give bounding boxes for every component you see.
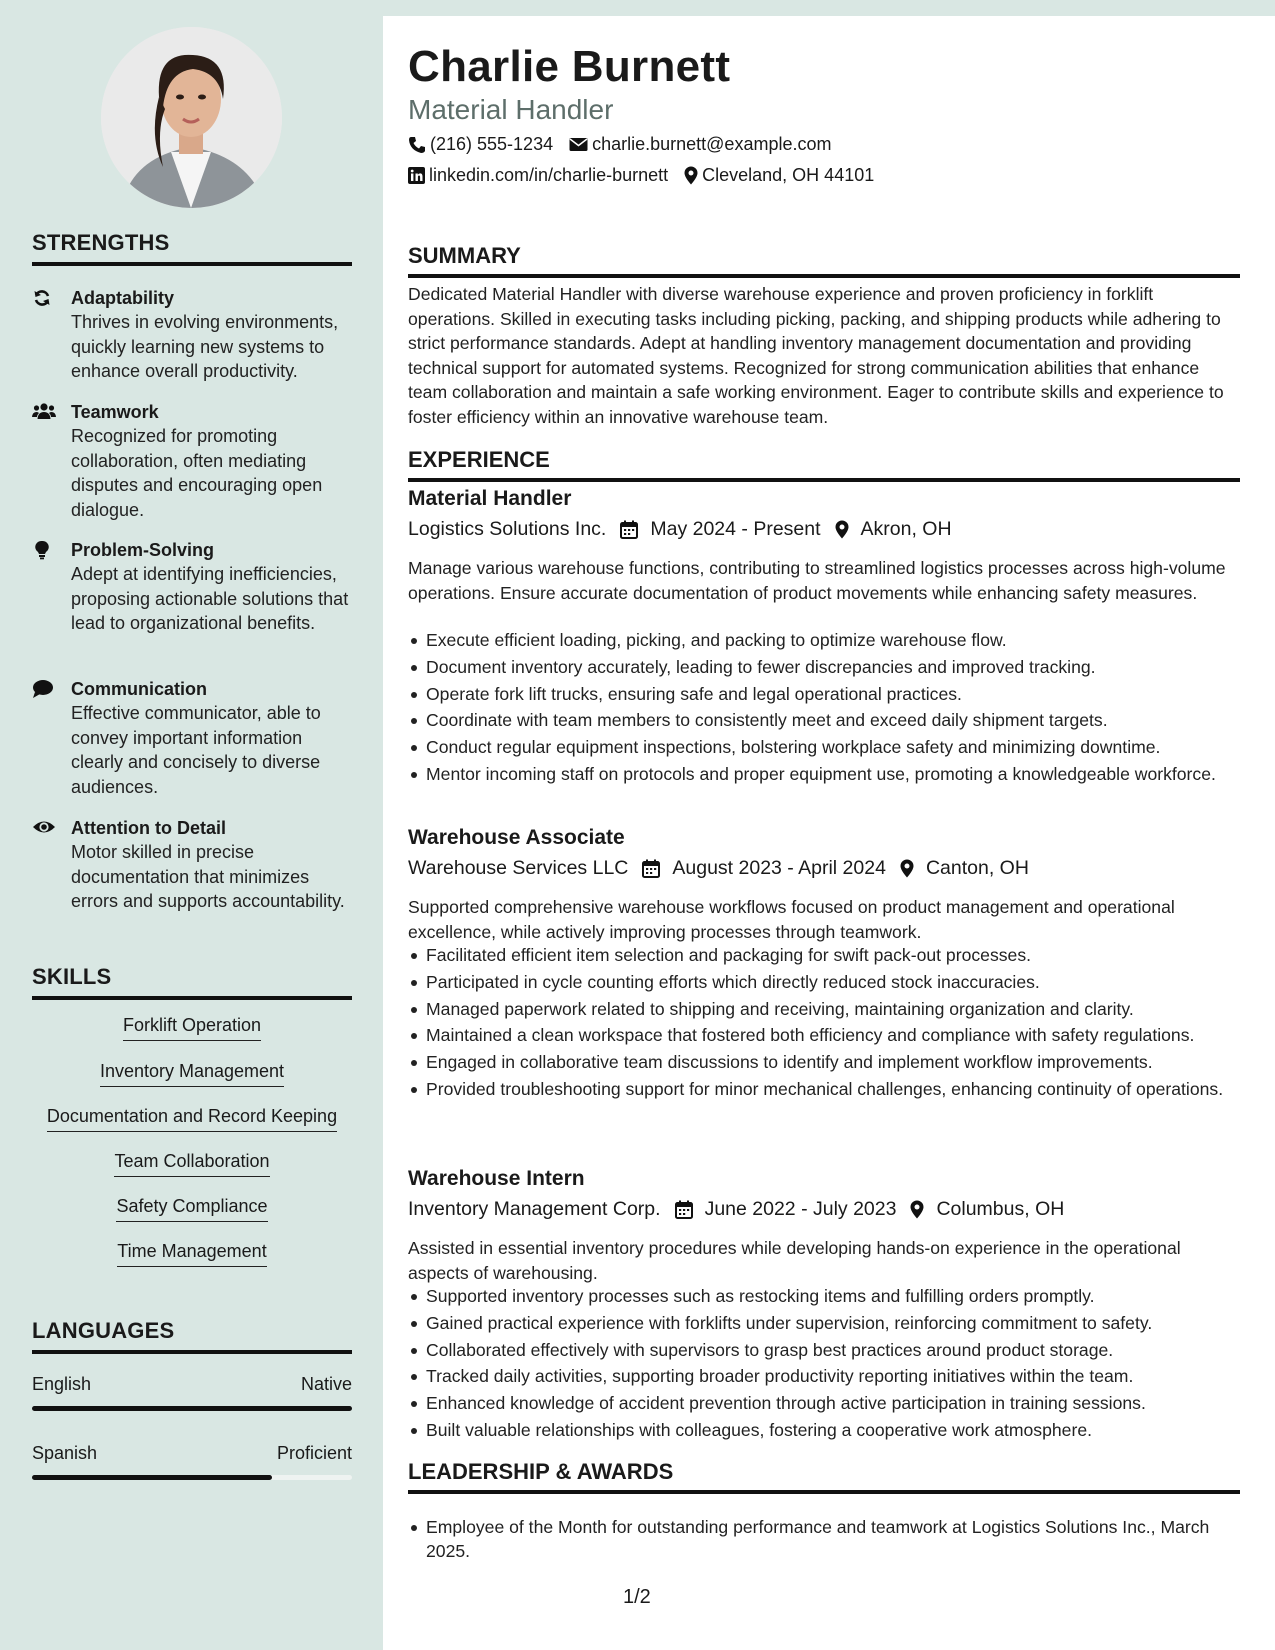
phone-icon [408, 136, 426, 154]
page-number: 1/2 [623, 1586, 651, 1608]
languages-heading: LANGUAGES [32, 1318, 352, 1354]
job-location: Canton, OH [925, 857, 1029, 879]
language-level: Proficient [276, 1443, 352, 1463]
job-summary: Assisted in essential inventory procedures while developing hands-on experience in the operational aspects of warehousing. [408, 1238, 1181, 1283]
profile-photo [101, 27, 282, 208]
skill-item: Documentation and Record Keeping [32, 1104, 352, 1132]
map-pin-icon [835, 520, 849, 539]
job-company: Inventory Management Corp. [408, 1198, 661, 1220]
language-level: Native [300, 1374, 352, 1394]
language-proficiency-bar [32, 1406, 352, 1411]
list-item: Operate fork lift trucks, ensuring safe and legal operational practices. [408, 682, 1243, 706]
calendar-icon [642, 859, 660, 878]
job-dates: June 2022 - July 2023 [704, 1198, 897, 1220]
list-item: Employee of the Month for outstanding performance and teamwork at Logistics Solutions Inc., March 2025. [408, 1515, 1243, 1563]
refresh-icon [32, 288, 56, 308]
lightbulb-icon [32, 540, 56, 560]
list-item: Gained practical experience with forklifts under supervision, reinforcing commitment to safety. [408, 1311, 1243, 1335]
job-summary: Supported comprehensive warehouse workflows focused on product management and operational excellence, while actively improving processes through teamwork. [408, 897, 1175, 942]
list-item: Participated in cycle counting efforts which directly reduced stock inaccuracies. [408, 970, 1243, 994]
users-icon [32, 402, 56, 422]
job-meta [408, 857, 1029, 880]
awards-list [408, 1515, 1243, 1566]
map-pin-icon [910, 1200, 924, 1219]
list-item: Facilitated efficient item selection and packaging for swift pack-out processes. [408, 943, 1243, 967]
strength-title: Problem-Solving [71, 540, 215, 560]
linkedin-icon [408, 167, 425, 184]
job-bullets [408, 628, 1243, 789]
phone-contact: (216) 555-1234 [408, 134, 553, 155]
skill-item: Time Management [32, 1239, 352, 1267]
list-item: Enhanced knowledge of accident prevention through active participation in training sessions. [408, 1391, 1243, 1415]
strength-item [32, 400, 357, 522]
linkedin-contact[interactable]: linkedin.com/in/charlie-burnett [408, 165, 668, 186]
strength-item [32, 677, 357, 799]
language-item [32, 1443, 352, 1480]
list-item: Built valuable relationships with colleagues, fostering a cooperative work atmosphere. [408, 1418, 1243, 1442]
strength-item [32, 538, 357, 636]
list-item: Coordinate with team members to consistently meet and exceed daily shipment targets. [408, 708, 1243, 732]
list-item: Provided troubleshooting support for minor mechanical challenges, enhancing continuity of operations. [408, 1077, 1243, 1101]
job-bullets [408, 943, 1243, 1104]
job-company: Warehouse Services LLC [408, 857, 629, 879]
list-item: Managed paperwork related to shipping and receiving, maintaining organization and clarity. [408, 997, 1243, 1021]
strength-item [32, 286, 357, 384]
strength-description: Adept at identifying inefficiencies, proposing actionable solutions that lead to organizational benefits. [71, 564, 349, 633]
language-name: English [32, 1374, 92, 1394]
email-icon [569, 137, 588, 152]
list-item: Engaged in collaborative team discussions to identify and implement workflow improvements. [408, 1050, 1243, 1074]
summary-heading: SUMMARY [408, 243, 1240, 278]
list-item: Document inventory accurately, leading to fewer discrepancies and improved tracking. [408, 655, 1243, 679]
job-meta [408, 1198, 1064, 1221]
list-item: Maintained a clean workspace that fostered both efficiency and compliance with safety regulations. [408, 1023, 1243, 1047]
skill-item: Team Collaboration [32, 1149, 352, 1177]
strength-title: Teamwork [71, 402, 159, 422]
list-item: Mentor incoming staff on protocols and proper equipment use, promoting a knowledgeable workforce. [408, 762, 1243, 786]
map-pin-icon [900, 859, 914, 878]
awards-heading: LEADERSHIP & AWARDS [408, 1459, 1240, 1494]
job-title: Warehouse Associate [408, 826, 625, 849]
eye-icon [32, 818, 56, 838]
job-dates: August 2023 - April 2024 [672, 857, 886, 879]
email-contact[interactable]: charlie.burnett@example.com [569, 134, 831, 155]
list-item: Conduct regular equipment inspections, bolstering workplace safety and minimizing downtime. [408, 735, 1243, 759]
experience-heading: EXPERIENCE [408, 447, 1240, 482]
calendar-icon [620, 520, 638, 539]
candidate-name: Charlie Burnett [408, 42, 731, 91]
strength-description: Effective communicator, able to convey important information clearly and concisely to diverse audiences. [71, 703, 321, 797]
job-summary: Manage various warehouse functions, contributing to streamlined logistics processes across high-volume operations. Ensure accurate documentation of product movements while enhancing safety measures. [408, 558, 1226, 603]
main-content [383, 16, 1275, 1650]
list-item: Collaborated effectively with supervisors to grasp best practices around product storage. [408, 1338, 1243, 1362]
location-contact: Cleveland, OH 44101 [684, 165, 874, 186]
contact-row [408, 165, 890, 186]
job-company: Logistics Solutions Inc. [408, 518, 607, 540]
contact-row [408, 134, 847, 155]
map-pin-icon [684, 166, 698, 185]
job-title: Material Handler [408, 487, 572, 510]
job-bullets [408, 1284, 1243, 1445]
strength-description: Recognized for promoting collaboration, often mediating disputes and encouraging open dialogue. [71, 426, 323, 520]
strength-description: Thrives in evolving environments, quickly learning new systems to enhance overall productivity. [71, 312, 339, 381]
skill-item: Inventory Management [32, 1059, 352, 1087]
list-item: Tracked daily activities, supporting broader productivity reporting initiatives within the team. [408, 1364, 1243, 1388]
skills-heading: SKILLS [32, 964, 352, 1000]
strengths-heading: STRENGTHS [32, 230, 352, 266]
job-title: Warehouse Intern [408, 1167, 585, 1190]
skill-item: Safety Compliance [32, 1194, 352, 1222]
language-name: Spanish [32, 1443, 98, 1463]
calendar-icon [675, 1200, 693, 1219]
list-item: Execute efficient loading, picking, and packing to optimize warehouse flow. [408, 628, 1243, 652]
job-meta [408, 518, 952, 541]
job-dates: May 2024 - Present [650, 518, 821, 540]
strength-title: Adaptability [71, 288, 175, 308]
sidebar [0, 0, 383, 1650]
list-item: Supported inventory processes such as restocking items and fulfilling orders promptly. [408, 1284, 1243, 1308]
strength-title: Communication [71, 679, 208, 699]
job-location: Columbus, OH [936, 1198, 1065, 1220]
strength-title: Attention to Detail [71, 818, 226, 838]
summary-text: Dedicated Material Handler with diverse warehouse experience and proven proficiency in forklift operations. Skilled in executing tasks including picking, packing, and shipping products while adhering to strict performance standards. Adept at handling inventory management documentation and providing technical support for automated systems. Recognized for strong communication abilities that enhance team collaboration and maintain a safe working environment. Eager to contribute skills and experience to foster efficiency within an innovative warehouse team. [408, 284, 1224, 427]
strength-description: Motor skilled in precise documentation that minimizes errors and supports accountability. [71, 842, 345, 911]
candidate-role: Material Handler [408, 94, 614, 125]
skill-item: Forklift Operation [32, 1013, 352, 1041]
comment-icon [32, 679, 56, 699]
language-item [32, 1374, 352, 1411]
language-proficiency-bar [32, 1475, 352, 1480]
job-location: Akron, OH [860, 518, 952, 540]
strength-item [32, 816, 357, 914]
